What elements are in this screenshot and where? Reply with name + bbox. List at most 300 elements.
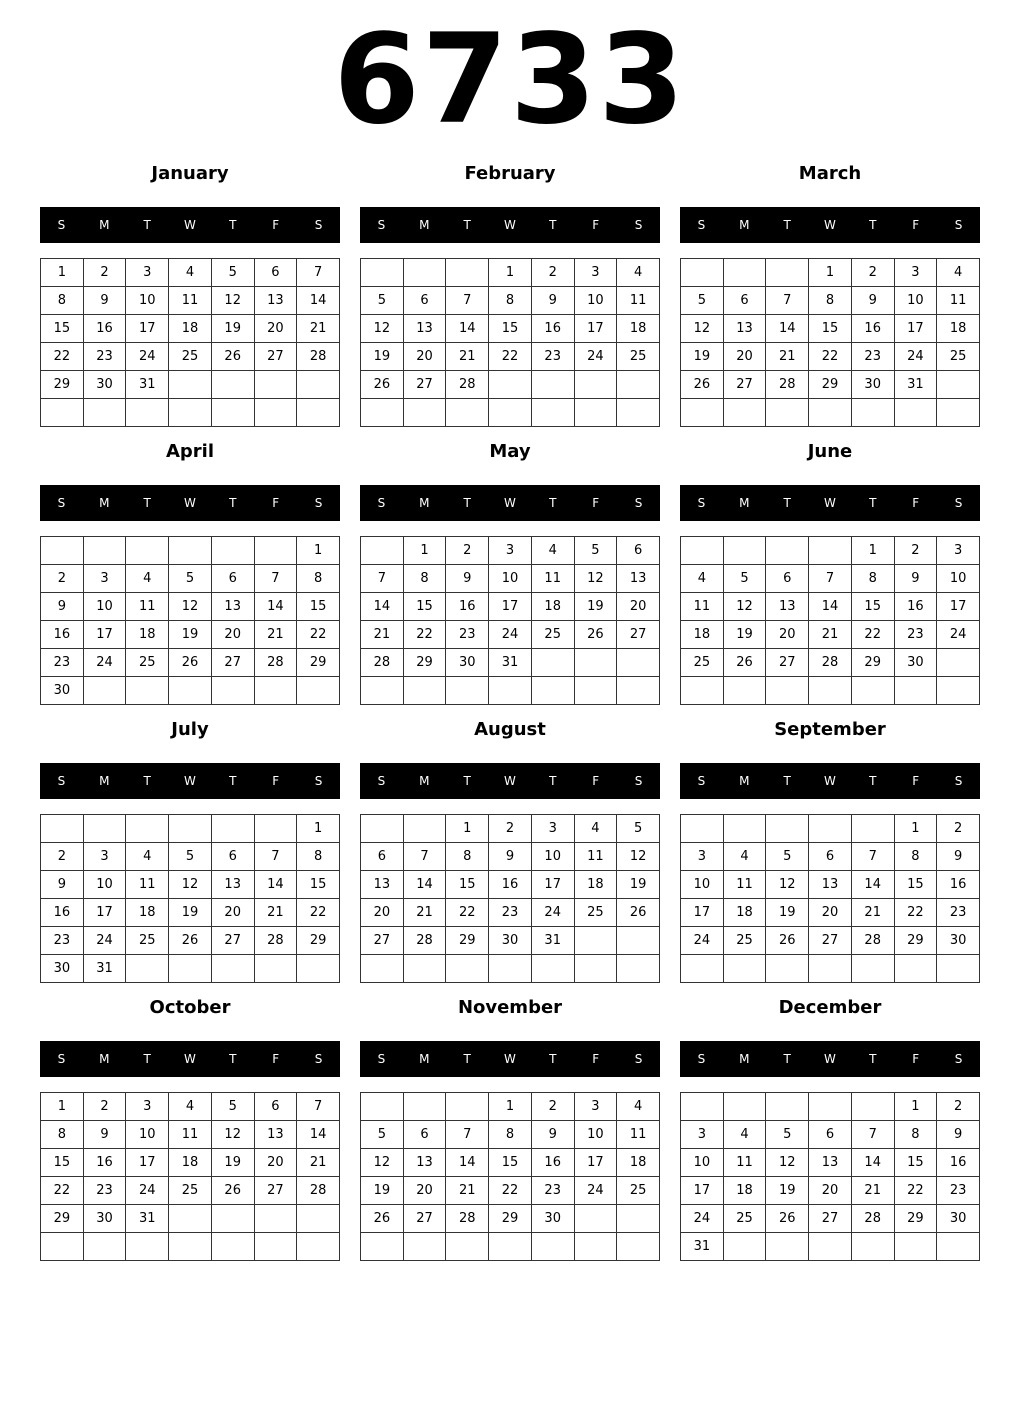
day-cell: 10 <box>532 843 575 871</box>
day-cell: 8 <box>852 565 895 593</box>
empty-day-cell <box>126 1233 169 1261</box>
day-cell: 28 <box>446 371 489 399</box>
day-cell: 6 <box>255 1093 298 1121</box>
empty-day-cell <box>617 399 660 427</box>
weekday-label: W <box>504 1052 516 1066</box>
empty-day-cell <box>169 399 212 427</box>
day-cell: 17 <box>937 593 980 621</box>
empty-day-cell <box>575 927 618 955</box>
day-cell: 5 <box>617 815 660 843</box>
day-cell: 29 <box>41 371 84 399</box>
day-cell: 17 <box>489 593 532 621</box>
day-cell: 29 <box>809 371 852 399</box>
empty-day-cell <box>361 399 404 427</box>
day-cell: 11 <box>126 871 169 899</box>
empty-day-cell <box>297 1205 340 1233</box>
weekday-header <box>360 763 660 799</box>
empty-day-cell <box>937 371 980 399</box>
day-cell: 3 <box>84 565 127 593</box>
day-cell: 30 <box>489 927 532 955</box>
day-cell: 1 <box>297 537 340 565</box>
empty-day-cell <box>937 649 980 677</box>
day-cell: 11 <box>937 287 980 315</box>
day-cell: 21 <box>361 621 404 649</box>
weekday-label: F <box>592 496 600 510</box>
weekday-label: T <box>783 496 791 510</box>
empty-day-cell <box>446 955 489 983</box>
empty-day-cell <box>404 677 447 705</box>
empty-day-cell <box>532 649 575 677</box>
weekday-header <box>360 207 660 243</box>
empty-day-cell <box>212 1205 255 1233</box>
day-cell: 27 <box>361 927 404 955</box>
empty-day-cell <box>937 955 980 983</box>
day-cell: 28 <box>766 371 809 399</box>
empty-day-cell <box>169 1205 212 1233</box>
weekday-label: M <box>419 774 430 788</box>
day-cell: 30 <box>41 677 84 705</box>
day-cell: 24 <box>126 343 169 371</box>
day-cell: 15 <box>809 315 852 343</box>
day-cell: 9 <box>937 1121 980 1149</box>
day-cell: 5 <box>169 843 212 871</box>
day-cell: 21 <box>446 343 489 371</box>
day-cell: 12 <box>724 593 767 621</box>
weekday-label: S <box>314 1052 323 1066</box>
weekday-label: S <box>954 218 963 232</box>
day-cell: 4 <box>575 815 618 843</box>
day-cell: 28 <box>404 927 447 955</box>
empty-day-cell <box>809 815 852 843</box>
day-cell: 21 <box>255 899 298 927</box>
day-cell: 16 <box>852 315 895 343</box>
empty-day-cell <box>297 399 340 427</box>
day-cell: 30 <box>84 371 127 399</box>
day-cell: 5 <box>361 287 404 315</box>
day-cell: 31 <box>84 955 127 983</box>
empty-day-cell <box>575 399 618 427</box>
day-cell: 23 <box>895 621 938 649</box>
day-grid <box>360 814 660 983</box>
day-cell: 3 <box>126 259 169 287</box>
empty-day-cell <box>617 649 660 677</box>
month-name: March <box>798 163 862 184</box>
day-cell: 10 <box>575 1121 618 1149</box>
day-cell: 25 <box>724 1205 767 1233</box>
weekday-header <box>40 485 340 521</box>
empty-day-cell <box>575 955 618 983</box>
empty-day-cell <box>446 677 489 705</box>
weekday-header <box>40 763 340 799</box>
weekday-label: T <box>229 774 237 788</box>
day-cell: 21 <box>809 621 852 649</box>
day-cell: 12 <box>617 843 660 871</box>
day-cell: 13 <box>212 593 255 621</box>
weekday-label: S <box>377 774 386 788</box>
day-cell: 26 <box>361 371 404 399</box>
day-cell: 16 <box>41 899 84 927</box>
day-cell: 29 <box>895 1205 938 1233</box>
weekday-label: F <box>272 218 280 232</box>
day-cell: 23 <box>41 649 84 677</box>
day-cell: 10 <box>681 871 724 899</box>
day-cell: 25 <box>681 649 724 677</box>
weekday-label: T <box>869 1052 877 1066</box>
day-cell: 22 <box>895 899 938 927</box>
day-cell: 26 <box>766 927 809 955</box>
empty-day-cell <box>766 677 809 705</box>
weekday-label: T <box>869 496 877 510</box>
day-cell: 18 <box>937 315 980 343</box>
day-cell: 27 <box>809 1205 852 1233</box>
day-cell: 14 <box>297 287 340 315</box>
weekday-label: S <box>57 496 66 510</box>
empty-day-cell <box>404 815 447 843</box>
day-cell: 25 <box>724 927 767 955</box>
day-cell: 22 <box>297 899 340 927</box>
empty-day-cell <box>809 537 852 565</box>
day-cell: 1 <box>852 537 895 565</box>
day-cell: 26 <box>212 343 255 371</box>
day-cell: 16 <box>84 315 127 343</box>
empty-day-cell <box>724 677 767 705</box>
day-cell: 31 <box>126 1205 169 1233</box>
day-cell: 26 <box>617 899 660 927</box>
day-cell: 25 <box>617 343 660 371</box>
day-cell: 26 <box>169 927 212 955</box>
day-cell: 30 <box>852 371 895 399</box>
month-name: January <box>151 163 229 184</box>
day-cell: 23 <box>852 343 895 371</box>
empty-day-cell <box>255 1205 298 1233</box>
day-cell: 30 <box>937 1205 980 1233</box>
empty-day-cell <box>212 537 255 565</box>
month-july <box>40 706 340 976</box>
day-cell: 27 <box>404 371 447 399</box>
day-grid <box>40 536 340 705</box>
day-cell: 31 <box>532 927 575 955</box>
day-cell: 13 <box>361 871 404 899</box>
day-cell: 25 <box>617 1177 660 1205</box>
day-cell: 15 <box>41 315 84 343</box>
day-cell: 11 <box>617 287 660 315</box>
empty-day-cell <box>489 399 532 427</box>
empty-day-cell <box>126 815 169 843</box>
month-september <box>680 706 980 976</box>
day-cell: 14 <box>404 871 447 899</box>
empty-day-cell <box>852 399 895 427</box>
day-cell: 27 <box>255 343 298 371</box>
day-cell: 21 <box>446 1177 489 1205</box>
day-cell: 18 <box>724 899 767 927</box>
empty-day-cell <box>532 399 575 427</box>
day-cell: 5 <box>681 287 724 315</box>
weekday-label: T <box>229 1052 237 1066</box>
day-cell: 18 <box>681 621 724 649</box>
day-cell: 24 <box>575 343 618 371</box>
day-cell: 20 <box>255 315 298 343</box>
weekday-header <box>40 1041 340 1077</box>
weekday-label: M <box>99 496 110 510</box>
weekday-label: S <box>314 774 323 788</box>
day-cell: 7 <box>297 259 340 287</box>
month-name: May <box>489 441 531 462</box>
weekday-label: S <box>634 1052 643 1066</box>
empty-day-cell <box>361 1093 404 1121</box>
day-cell: 8 <box>489 287 532 315</box>
weekday-label: M <box>419 1052 430 1066</box>
empty-day-cell <box>84 1233 127 1261</box>
weekday-label: S <box>634 496 643 510</box>
month-june <box>680 428 980 698</box>
day-cell: 4 <box>532 537 575 565</box>
day-cell: 12 <box>681 315 724 343</box>
day-cell: 24 <box>84 927 127 955</box>
weekday-label: W <box>184 1052 196 1066</box>
empty-day-cell <box>169 815 212 843</box>
day-cell: 21 <box>766 343 809 371</box>
month-april <box>40 428 340 698</box>
empty-day-cell <box>809 1093 852 1121</box>
empty-day-cell <box>84 537 127 565</box>
day-cell: 3 <box>575 259 618 287</box>
day-cell: 4 <box>169 1093 212 1121</box>
weekday-label: T <box>549 218 557 232</box>
day-cell: 1 <box>489 259 532 287</box>
day-cell: 6 <box>724 287 767 315</box>
day-cell: 14 <box>809 593 852 621</box>
day-grid <box>680 814 980 983</box>
empty-day-cell <box>766 955 809 983</box>
day-cell: 31 <box>126 371 169 399</box>
empty-day-cell <box>724 537 767 565</box>
weekday-label: T <box>229 496 237 510</box>
weekday-header <box>360 485 660 521</box>
weekday-label: T <box>143 218 151 232</box>
day-cell: 27 <box>766 649 809 677</box>
day-cell: 27 <box>617 621 660 649</box>
month-december <box>680 984 980 1254</box>
day-cell: 23 <box>532 343 575 371</box>
day-cell: 3 <box>937 537 980 565</box>
empty-day-cell <box>446 259 489 287</box>
day-cell: 20 <box>255 1149 298 1177</box>
empty-day-cell <box>297 371 340 399</box>
empty-day-cell <box>681 259 724 287</box>
weekday-label: S <box>697 774 706 788</box>
day-cell: 28 <box>255 927 298 955</box>
day-cell: 16 <box>937 1149 980 1177</box>
weekday-label: W <box>504 774 516 788</box>
empty-day-cell <box>489 677 532 705</box>
day-grid <box>680 536 980 705</box>
day-cell: 25 <box>532 621 575 649</box>
day-cell: 9 <box>532 287 575 315</box>
day-cell: 17 <box>895 315 938 343</box>
day-cell: 4 <box>169 259 212 287</box>
day-cell: 12 <box>766 871 809 899</box>
day-cell: 17 <box>681 1177 724 1205</box>
day-cell: 20 <box>766 621 809 649</box>
day-cell: 28 <box>297 1177 340 1205</box>
day-cell: 9 <box>84 1121 127 1149</box>
empty-day-cell <box>84 677 127 705</box>
empty-day-cell <box>212 399 255 427</box>
day-cell: 4 <box>937 259 980 287</box>
empty-day-cell <box>809 399 852 427</box>
empty-day-cell <box>532 1233 575 1261</box>
day-cell: 18 <box>724 1177 767 1205</box>
day-cell: 10 <box>84 871 127 899</box>
empty-day-cell <box>766 815 809 843</box>
day-cell: 3 <box>575 1093 618 1121</box>
day-cell: 19 <box>212 315 255 343</box>
day-cell: 20 <box>404 1177 447 1205</box>
day-cell: 23 <box>446 621 489 649</box>
day-cell: 15 <box>446 871 489 899</box>
day-cell: 14 <box>446 315 489 343</box>
day-cell: 11 <box>532 565 575 593</box>
day-cell: 22 <box>297 621 340 649</box>
day-cell: 8 <box>297 565 340 593</box>
day-cell: 13 <box>255 1121 298 1149</box>
empty-day-cell <box>575 649 618 677</box>
weekday-label: F <box>272 1052 280 1066</box>
empty-day-cell <box>255 955 298 983</box>
day-cell: 18 <box>617 315 660 343</box>
day-cell: 7 <box>255 565 298 593</box>
day-cell: 26 <box>575 621 618 649</box>
day-cell: 19 <box>681 343 724 371</box>
day-cell: 19 <box>212 1149 255 1177</box>
day-cell: 31 <box>489 649 532 677</box>
day-cell: 17 <box>681 899 724 927</box>
empty-day-cell <box>212 1233 255 1261</box>
empty-day-cell <box>126 537 169 565</box>
day-cell: 24 <box>937 621 980 649</box>
weekday-label: T <box>783 1052 791 1066</box>
empty-day-cell <box>895 955 938 983</box>
day-cell: 18 <box>617 1149 660 1177</box>
empty-day-cell <box>169 371 212 399</box>
weekday-label: M <box>99 1052 110 1066</box>
day-cell: 19 <box>766 899 809 927</box>
day-cell: 2 <box>41 843 84 871</box>
day-cell: 22 <box>41 1177 84 1205</box>
empty-day-cell <box>212 815 255 843</box>
month-october <box>40 984 340 1254</box>
day-cell: 17 <box>84 899 127 927</box>
weekday-label: S <box>57 774 66 788</box>
day-cell: 15 <box>41 1149 84 1177</box>
empty-day-cell <box>169 677 212 705</box>
day-cell: 11 <box>169 1121 212 1149</box>
weekday-label: S <box>377 1052 386 1066</box>
day-cell: 13 <box>809 1149 852 1177</box>
day-cell: 7 <box>852 843 895 871</box>
day-cell: 31 <box>895 371 938 399</box>
weekday-header <box>680 485 980 521</box>
day-cell: 10 <box>895 287 938 315</box>
empty-day-cell <box>169 955 212 983</box>
weekday-label: M <box>739 496 750 510</box>
weekday-label: M <box>419 496 430 510</box>
day-cell: 15 <box>404 593 447 621</box>
day-cell: 7 <box>446 1121 489 1149</box>
empty-day-cell <box>681 815 724 843</box>
day-cell: 5 <box>766 1121 809 1149</box>
day-cell: 2 <box>937 1093 980 1121</box>
empty-day-cell <box>212 371 255 399</box>
day-cell: 4 <box>681 565 724 593</box>
empty-day-cell <box>681 955 724 983</box>
empty-day-cell <box>126 399 169 427</box>
empty-day-cell <box>766 1233 809 1261</box>
day-cell: 28 <box>446 1205 489 1233</box>
day-cell: 21 <box>852 899 895 927</box>
day-cell: 15 <box>489 315 532 343</box>
weekday-label: F <box>912 496 920 510</box>
day-cell: 29 <box>41 1205 84 1233</box>
day-cell: 30 <box>84 1205 127 1233</box>
weekday-header <box>680 1041 980 1077</box>
weekday-label: W <box>504 218 516 232</box>
day-cell: 22 <box>404 621 447 649</box>
day-cell: 30 <box>895 649 938 677</box>
day-cell: 13 <box>724 315 767 343</box>
day-grid <box>360 536 660 705</box>
day-cell: 23 <box>84 343 127 371</box>
weekday-label: T <box>549 774 557 788</box>
month-march <box>680 150 980 420</box>
day-cell: 1 <box>446 815 489 843</box>
day-cell: 24 <box>895 343 938 371</box>
weekday-label: F <box>272 496 280 510</box>
empty-day-cell <box>255 371 298 399</box>
weekday-label: T <box>229 218 237 232</box>
day-cell: 1 <box>895 1093 938 1121</box>
day-cell: 12 <box>361 1149 404 1177</box>
day-cell: 28 <box>852 927 895 955</box>
month-february <box>360 150 660 420</box>
day-cell: 5 <box>212 259 255 287</box>
day-cell: 30 <box>937 927 980 955</box>
day-cell: 9 <box>446 565 489 593</box>
day-cell: 3 <box>126 1093 169 1121</box>
day-cell: 22 <box>446 899 489 927</box>
day-cell: 14 <box>297 1121 340 1149</box>
day-cell: 30 <box>532 1205 575 1233</box>
month-name: August <box>474 719 546 740</box>
day-cell: 13 <box>617 565 660 593</box>
day-cell: 5 <box>724 565 767 593</box>
day-cell: 23 <box>937 1177 980 1205</box>
empty-day-cell <box>255 399 298 427</box>
day-cell: 17 <box>575 315 618 343</box>
weekday-label: F <box>592 774 600 788</box>
empty-day-cell <box>575 677 618 705</box>
weekday-label: F <box>592 218 600 232</box>
empty-day-cell <box>766 1093 809 1121</box>
weekday-header <box>360 1041 660 1077</box>
day-cell: 22 <box>809 343 852 371</box>
weekday-header <box>680 763 980 799</box>
day-cell: 17 <box>84 621 127 649</box>
day-cell: 7 <box>297 1093 340 1121</box>
day-cell: 29 <box>404 649 447 677</box>
weekday-label: T <box>463 496 471 510</box>
empty-day-cell <box>937 399 980 427</box>
